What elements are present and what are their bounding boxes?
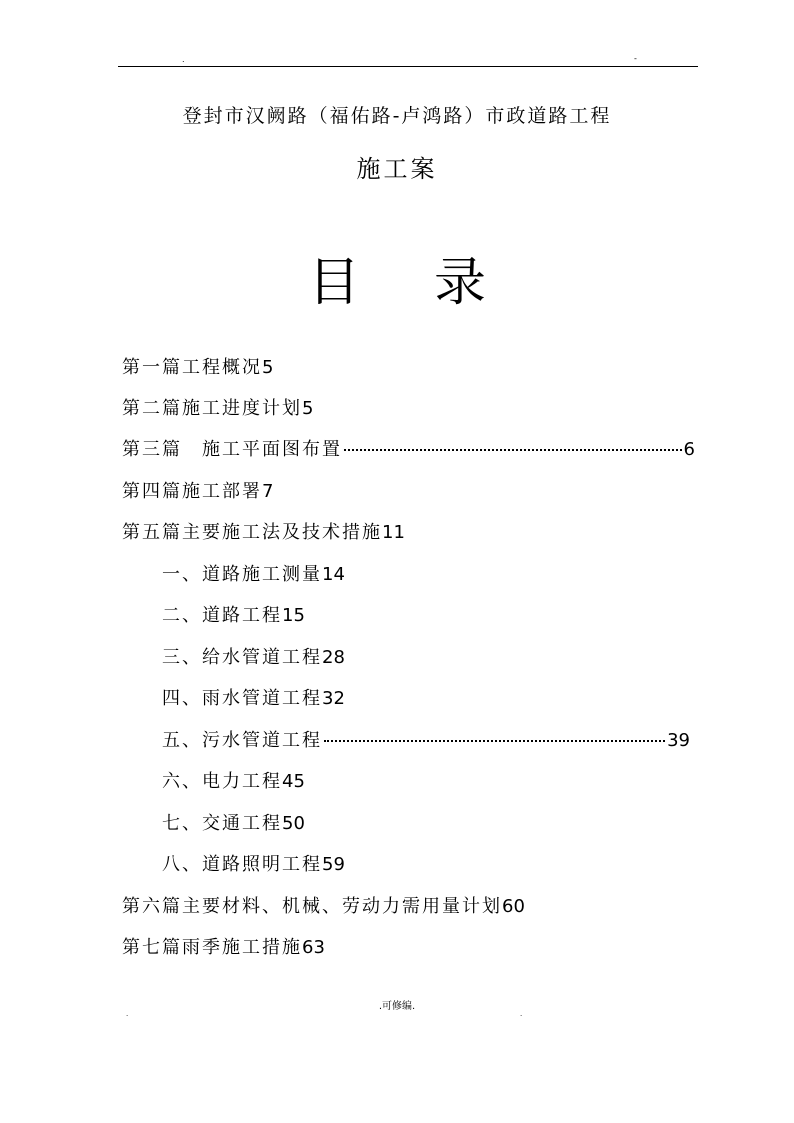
toc-item-section-4[interactable] <box>162 684 345 714</box>
toc-item-page: 50 <box>282 813 305 834</box>
toc-item-label: 七、交通工程 <box>162 813 282 834</box>
toc-heading <box>0 250 794 316</box>
footer-text: .可修编. <box>378 1001 416 1012</box>
toc-dot-leader <box>324 740 665 742</box>
toc-item-label: 四、雨水管道工程 <box>162 688 322 709</box>
toc-item-part-3[interactable] <box>122 435 695 465</box>
toc-item-label: 第四篇施工部署 <box>122 481 262 502</box>
toc-item-section-6[interactable] <box>162 767 305 797</box>
toc-item-page: 5 <box>262 357 274 378</box>
toc-item-label: 一、道路施工测量 <box>162 564 322 585</box>
toc-item-label: 三、给水管道工程 <box>162 647 322 668</box>
toc-item-section-7[interactable] <box>162 809 305 839</box>
toc-item-label: 二、道路工程 <box>162 605 282 626</box>
toc-dot-leader <box>344 449 682 451</box>
toc-item-page: 15 <box>282 605 305 626</box>
footer-right-mark: . <box>520 1010 523 1018</box>
toc-item-label: 第二篇施工进度计划 <box>122 398 302 419</box>
toc-item-page: 6 <box>683 439 695 460</box>
toc-item-section-2[interactable] <box>162 601 305 631</box>
toc-item-label: 第一篇工程概况 <box>122 357 262 378</box>
toc-item-section-5[interactable] <box>162 726 690 756</box>
toc-item-page: 7 <box>262 481 274 502</box>
toc-item-page: 59 <box>322 854 345 875</box>
toc-item-part-1[interactable] <box>122 353 273 383</box>
toc-item-section-8[interactable] <box>162 850 345 880</box>
toc-item-page: 63 <box>302 937 325 958</box>
document-title: 登封市汉阙路（福佑路-卢鸿路）市政道路工程 <box>182 105 612 127</box>
toc-item-part-4[interactable] <box>122 477 273 507</box>
toc-item-label: 八、道路照明工程 <box>162 854 322 875</box>
document-subtitle: 施工案 <box>356 155 438 183</box>
header-rule <box>118 66 698 67</box>
toc-item-page: 32 <box>322 688 345 709</box>
toc-item-label: 五、污水管道工程 <box>162 730 322 751</box>
toc-item-part-5[interactable] <box>122 518 405 548</box>
header-left-mark: . <box>182 55 185 64</box>
toc-item-label: 第五篇主要施工法及技术措施 <box>122 522 382 543</box>
toc-item-page: 60 <box>502 896 525 917</box>
toc-heading-char-2: 录 <box>434 253 487 313</box>
toc-item-section-3[interactable] <box>162 643 345 673</box>
toc-item-part-6[interactable] <box>122 892 525 922</box>
toc-item-section-1[interactable] <box>162 560 345 590</box>
toc-item-page: 14 <box>322 564 345 585</box>
toc-item-page: 11 <box>382 522 405 543</box>
toc-item-page: 5 <box>302 398 314 419</box>
toc-item-part-7[interactable] <box>122 933 325 963</box>
toc-item-page: 28 <box>322 647 345 668</box>
toc-item-label: 六、电力工程 <box>162 771 282 792</box>
footer-left-mark: . <box>126 1010 129 1018</box>
toc-heading-char-1: 目 <box>307 253 360 313</box>
toc-item-label: 第七篇雨季施工措施 <box>122 937 302 958</box>
toc-item-label: 第三篇 施工平面图布置 <box>122 439 342 460</box>
toc-item-page: 45 <box>282 771 305 792</box>
toc-item-page: 39 <box>667 730 690 751</box>
header-right-mark: - <box>634 54 637 63</box>
toc-item-label: 第六篇主要材料、机械、劳动力需用量计划 <box>122 896 502 917</box>
toc-item-part-2[interactable] <box>122 394 313 424</box>
